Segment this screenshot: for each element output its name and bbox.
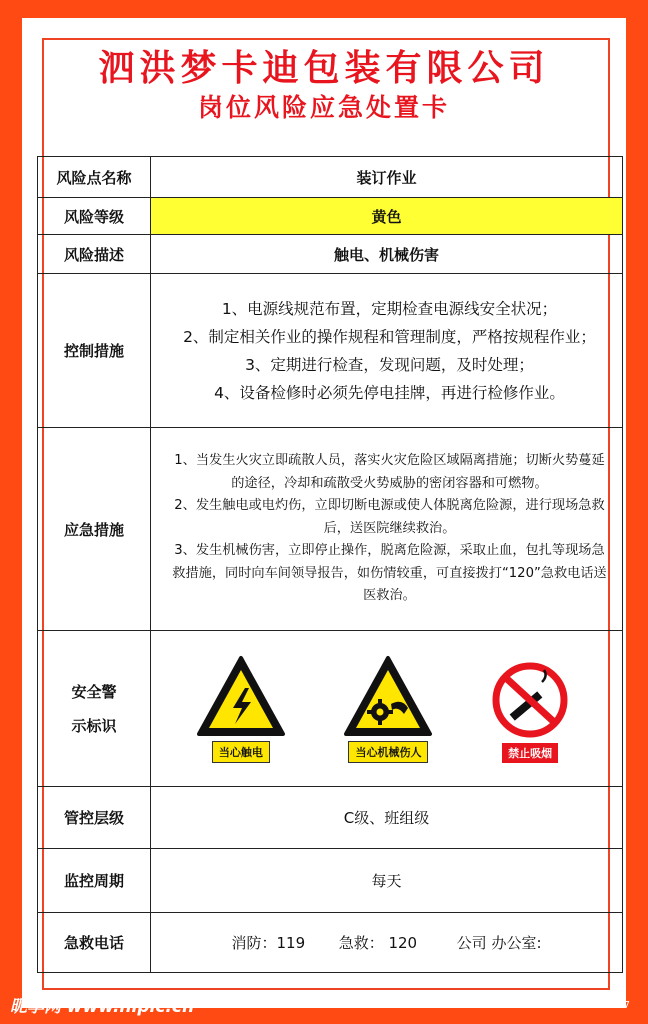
control-item: 3、定期进行检查，发现问题，及时处理；	[245, 355, 534, 374]
control-item: 4、设备检修时必须先停电挂牌，再进行检修作业。	[214, 383, 565, 402]
control-item: 1、电源线规范布置，定期检查电源线安全状况；	[221, 299, 558, 318]
emergency-item: 3、发生机械伤害，立即停止操作，脱离危险源，采取止血，包扎等现场急救措施，同时向车间领导报告，如伤情较重，可直接拨打“120”急救电话送医救治。	[172, 543, 607, 604]
value-control-level: C级、班组级	[151, 787, 623, 849]
sign-mechanical-caption: 当心机械伤人	[348, 741, 428, 763]
watermark-id: ID:4651811 NO:20200107102348411087	[422, 1000, 630, 1011]
sign-electric-caption: 当心触电	[212, 741, 270, 763]
label-risk-name: 风险点名称	[38, 157, 151, 198]
emergency-item: 2、发生触电或电灼伤，立即切断电源或使人体脱离危险源，进行现场急救后，送医院继续救治。	[174, 498, 605, 536]
emergency-measures-list	[151, 428, 623, 631]
label-emergency-phone: 急救电话	[38, 913, 151, 973]
emergency-item: 1、当发生火灾立即疏散人员，落实火灾危险区域隔离措施；切断火势蔓延的途径，冷却和疏散受火势威胁的密闭容器和可燃物。	[174, 453, 605, 491]
card-title: 岗位风险应急处置卡	[197, 93, 450, 122]
row-risk-name	[38, 157, 623, 198]
row-safety-signs	[38, 631, 623, 787]
sign-mechanical-injury	[342, 654, 434, 763]
value-risk-name: 装订作业	[151, 157, 623, 198]
sign-no-smoking	[490, 660, 570, 763]
gear-hand-warning-icon	[342, 654, 434, 738]
label-risk-level: 风险等级	[38, 198, 151, 235]
label-control-level: 管控层级	[38, 787, 151, 849]
phone-aid: 急救： 120	[338, 934, 418, 952]
row-monitor-cycle	[38, 849, 623, 913]
control-measures-list	[151, 274, 623, 428]
risk-table	[37, 156, 623, 973]
phone-office: 公司 办公室:	[456, 934, 542, 952]
value-emergency-phone	[151, 913, 623, 973]
control-item: 2、制定相关作业的操作规程和管理制度，严格按规程作业；	[183, 327, 596, 346]
label-safety-signs-line2: 示标识	[71, 716, 117, 735]
value-risk-level: 黄色	[151, 198, 623, 235]
no-smoking-icon	[490, 660, 570, 740]
electric-warning-icon	[195, 654, 287, 738]
sign-electric-shock	[195, 654, 287, 763]
sign-no-smoking-caption: 禁止吸烟	[502, 743, 558, 763]
watermark-brand: 昵享网 www.nipic.cn	[10, 997, 195, 1017]
label-risk-desc: 风险描述	[38, 235, 151, 274]
safety-signs-cell	[151, 631, 623, 787]
value-risk-desc: 触电、机械伤害	[151, 235, 623, 274]
label-safety-signs	[38, 631, 151, 787]
row-control-measures	[38, 274, 623, 428]
label-emergency-measures: 应急措施	[38, 428, 151, 631]
label-control-measures: 控制措施	[38, 274, 151, 428]
label-safety-signs-line1: 安全警	[71, 682, 117, 701]
value-monitor-cycle: 每天	[151, 849, 623, 913]
row-control-level	[38, 787, 623, 849]
row-emergency-measures	[38, 428, 623, 631]
row-emergency-phone	[38, 913, 623, 973]
phone-fire: 消防：119	[231, 934, 306, 952]
row-risk-level	[38, 198, 623, 235]
row-risk-desc	[38, 235, 623, 274]
company-name: 泗洪梦卡迪包装有限公司	[98, 48, 550, 89]
label-monitor-cycle: 监控周期	[38, 849, 151, 913]
